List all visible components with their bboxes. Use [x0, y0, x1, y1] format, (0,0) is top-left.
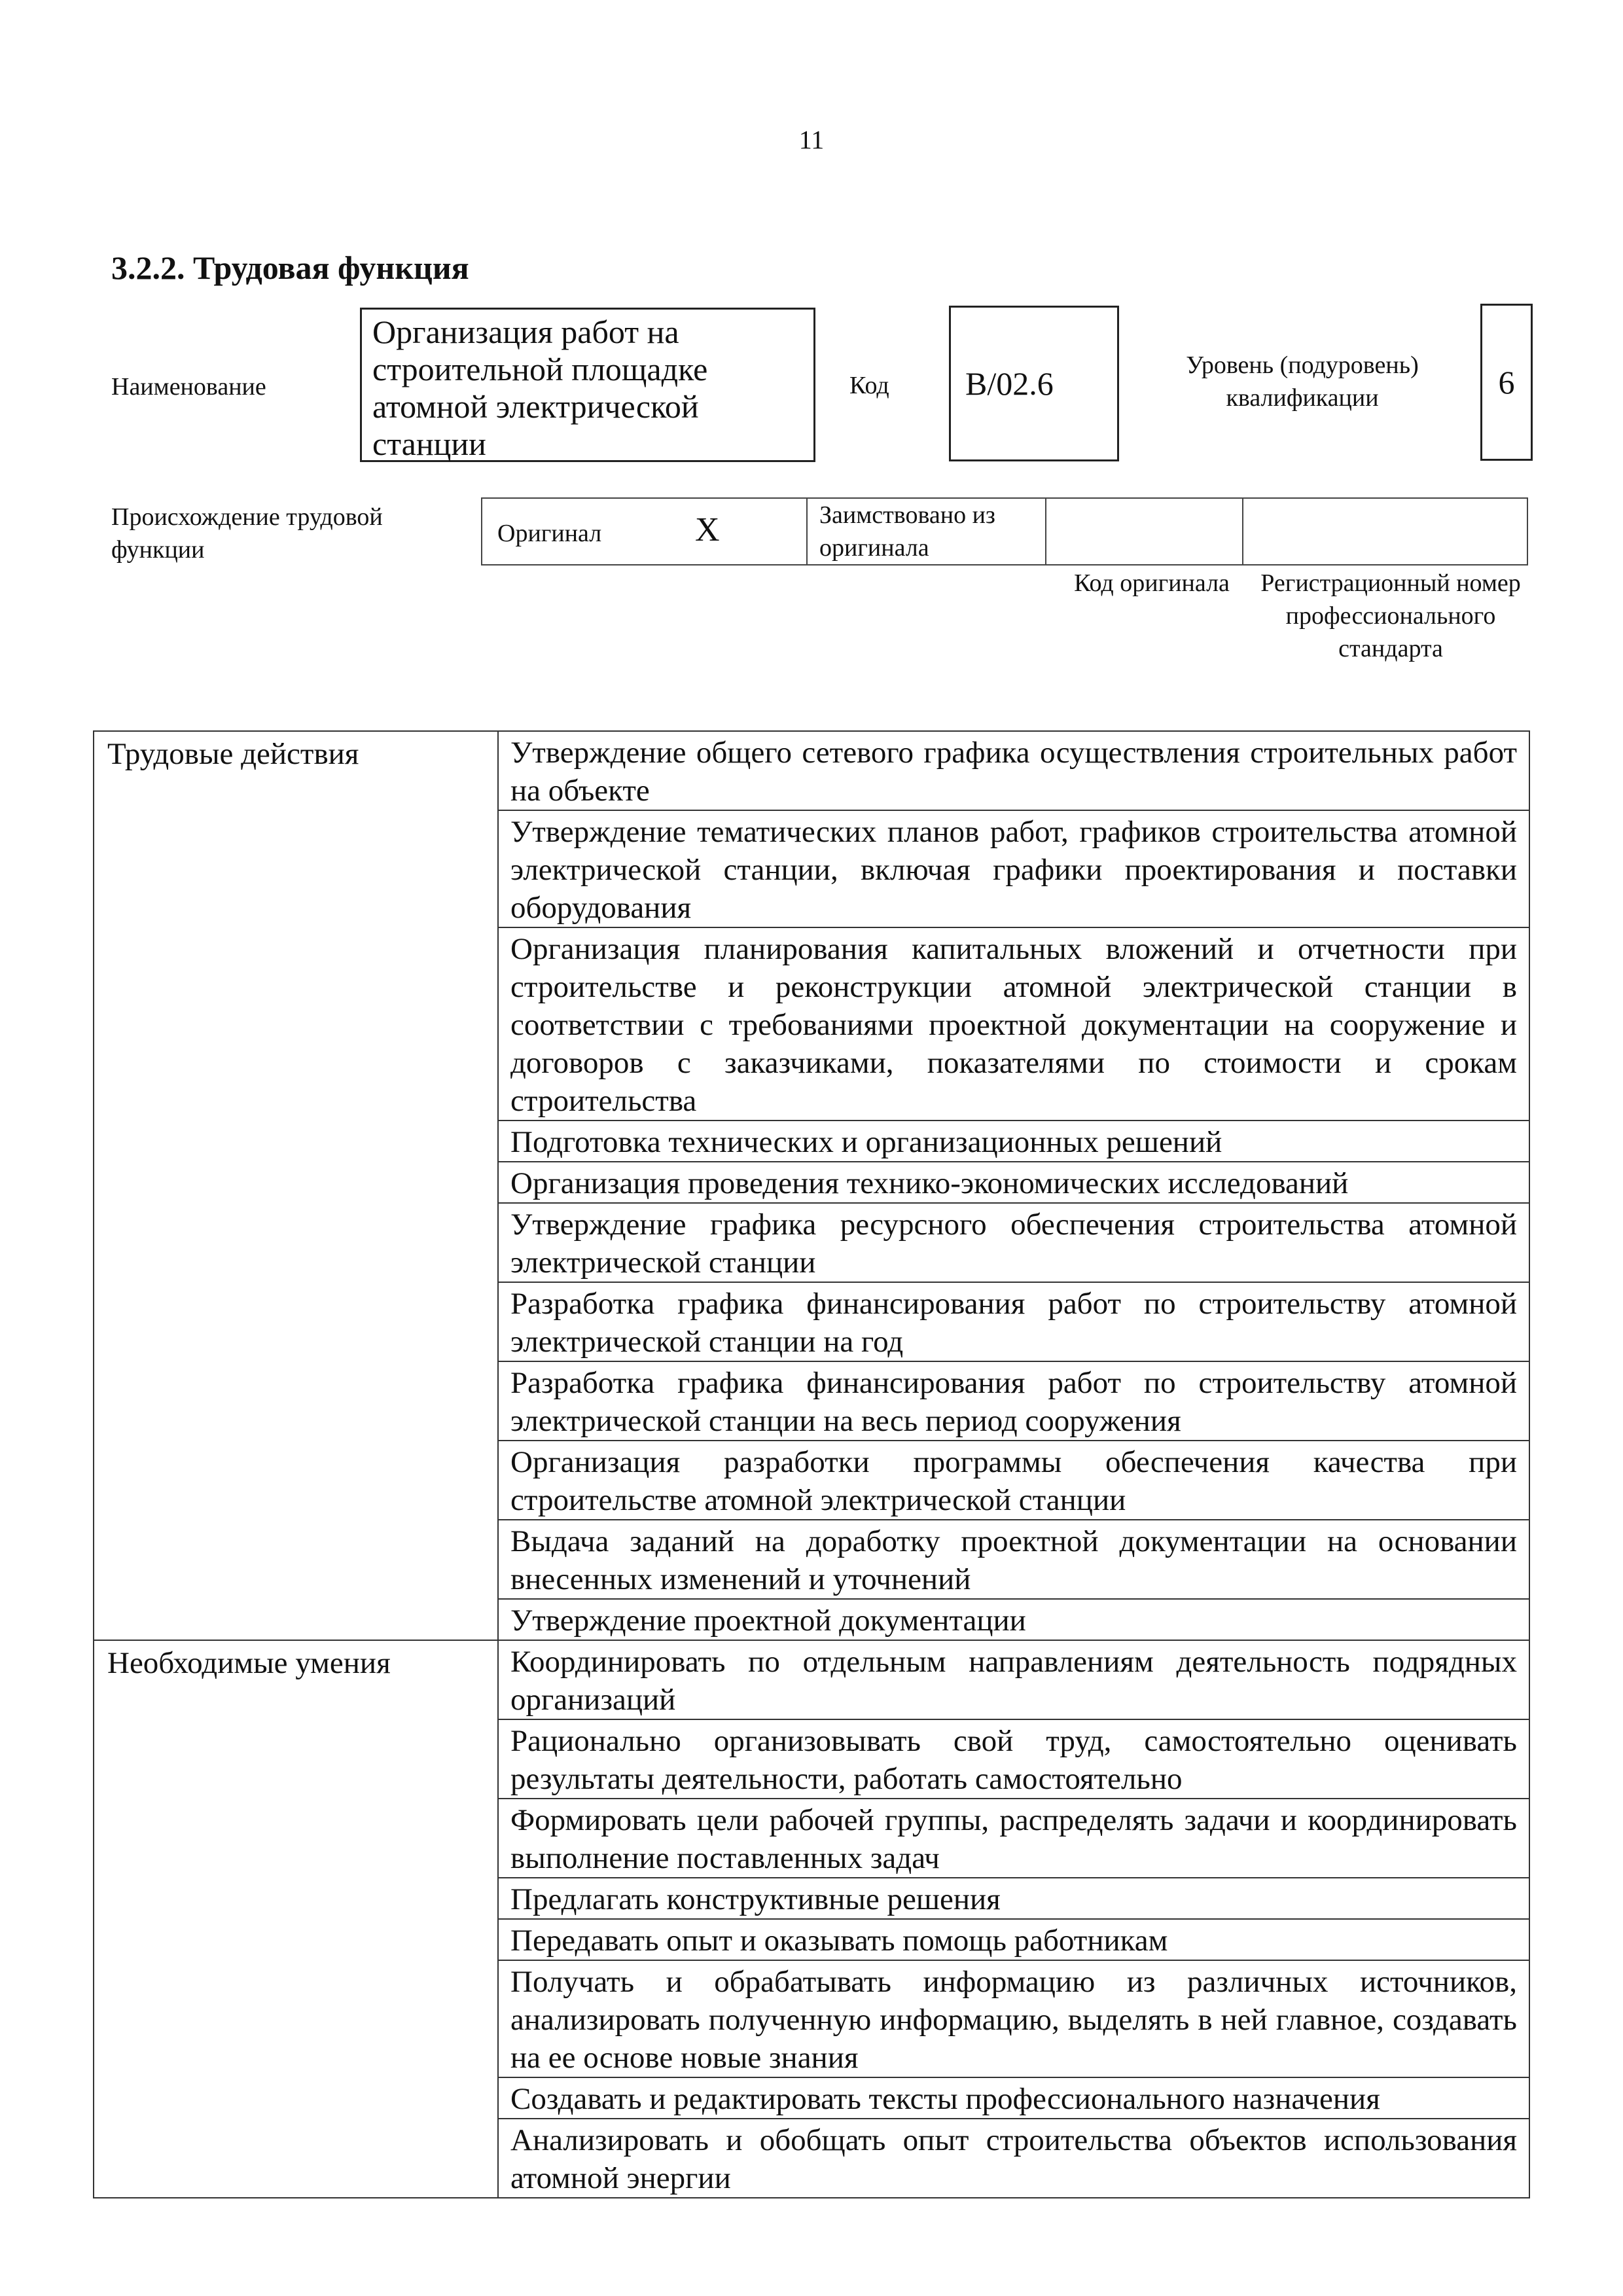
table-cell: Организация проведения технико-экономических исследований — [498, 1162, 1529, 1203]
origin-divider — [1045, 499, 1046, 564]
table-cell: Подготовка технических и организационных решений — [498, 1121, 1529, 1162]
table-cell: Утверждение графика ресурсного обеспечения строительства атомной электрической станции — [498, 1203, 1529, 1282]
section-title: 3.2.2. Трудовая функция — [111, 249, 469, 286]
table-cell: Организация разработки программы обеспечения качества при строительстве атомной электрической станции — [498, 1441, 1529, 1520]
origin-divider — [1527, 499, 1528, 564]
table-cell: Координировать по отдельным направлениям деятельность подрядных организаций — [498, 1640, 1529, 1719]
code-original-caption: Код оригинала — [1074, 569, 1230, 597]
borrowed-label: Заимствовано из оригинала — [819, 501, 995, 562]
table-cell: Разработка графика финансирования работ по строительству атомной электрической станции на год — [498, 1282, 1529, 1361]
table-cell: Получать и обрабатывать информацию из различных источников, анализировать полученную информацию, выделять в ней главное, создавать на ее основе новые знания — [498, 1960, 1529, 2077]
origin-row — [481, 497, 1528, 565]
table-cell: Утверждение тематических планов работ, графиков строительства атомной электрической станции, включая графики проектирования и поставки оборудования — [498, 810, 1529, 927]
origin-divider — [481, 499, 482, 564]
table-cell: Утверждение проектной документации — [498, 1599, 1529, 1640]
function-name-field: Организация работ на строительной площадке атомной электрической станции — [360, 308, 815, 462]
reg-number-caption: Регистрационный номер профессионального стандарта — [1260, 569, 1521, 662]
code-field: B/02.6 — [949, 306, 1119, 461]
table-row — [94, 1640, 1529, 1719]
table-cell: Анализировать и обобщать опыт строительства объектов использования атомной энергии — [498, 2119, 1529, 2198]
section-title-cell: Необходимые умения — [94, 1640, 498, 2198]
page-number: 11 — [798, 125, 825, 154]
level-field: 6 — [1480, 304, 1533, 461]
origin-divider — [806, 499, 808, 564]
table-cell: Предлагать конструктивные решения — [498, 1878, 1529, 1919]
table-row — [94, 731, 1529, 810]
name-label: Наименование — [111, 373, 266, 401]
table-cell: Организация планирования капитальных вложений и отчетности при строительстве и реконструкции атомной электрической станции в соответствии с требованиями проектной документации на сооружение и договоров с заказчиками, показателями по стоимости и срокам строительства — [498, 927, 1529, 1121]
section-title-cell: Трудовые действия — [94, 731, 498, 1640]
original-mark: X — [695, 511, 720, 548]
table-cell: Выдача заданий на доработку проектной документации на основании внесенных изменений и уточнений — [498, 1520, 1529, 1599]
origin-divider — [1242, 499, 1243, 564]
level-label: Уровень (подуровень) квалификации — [1186, 351, 1419, 412]
original-label: Оригинал — [497, 520, 602, 547]
table-cell: Формировать цели рабочей группы, распределять задачи и координировать выполнение поставленных задач — [498, 1799, 1529, 1878]
function-table — [93, 730, 1530, 2198]
origin-label: Происхождение трудовой функции — [111, 503, 383, 564]
table-cell: Создавать и редактировать тексты профессионального назначения — [498, 2077, 1529, 2119]
code-label: Код — [849, 372, 889, 399]
table-cell: Передавать опыт и оказывать помощь работникам — [498, 1919, 1529, 1960]
table-cell: Рационально организовывать свой труд, самостоятельно оценивать результаты деятельности, работать самостоятельно — [498, 1719, 1529, 1799]
table-cell: Утверждение общего сетевого графика осуществления строительных работ на объекте — [498, 731, 1529, 810]
table-cell: Разработка графика финансирования работ по строительству атомной электрической станции на весь период сооружения — [498, 1361, 1529, 1441]
